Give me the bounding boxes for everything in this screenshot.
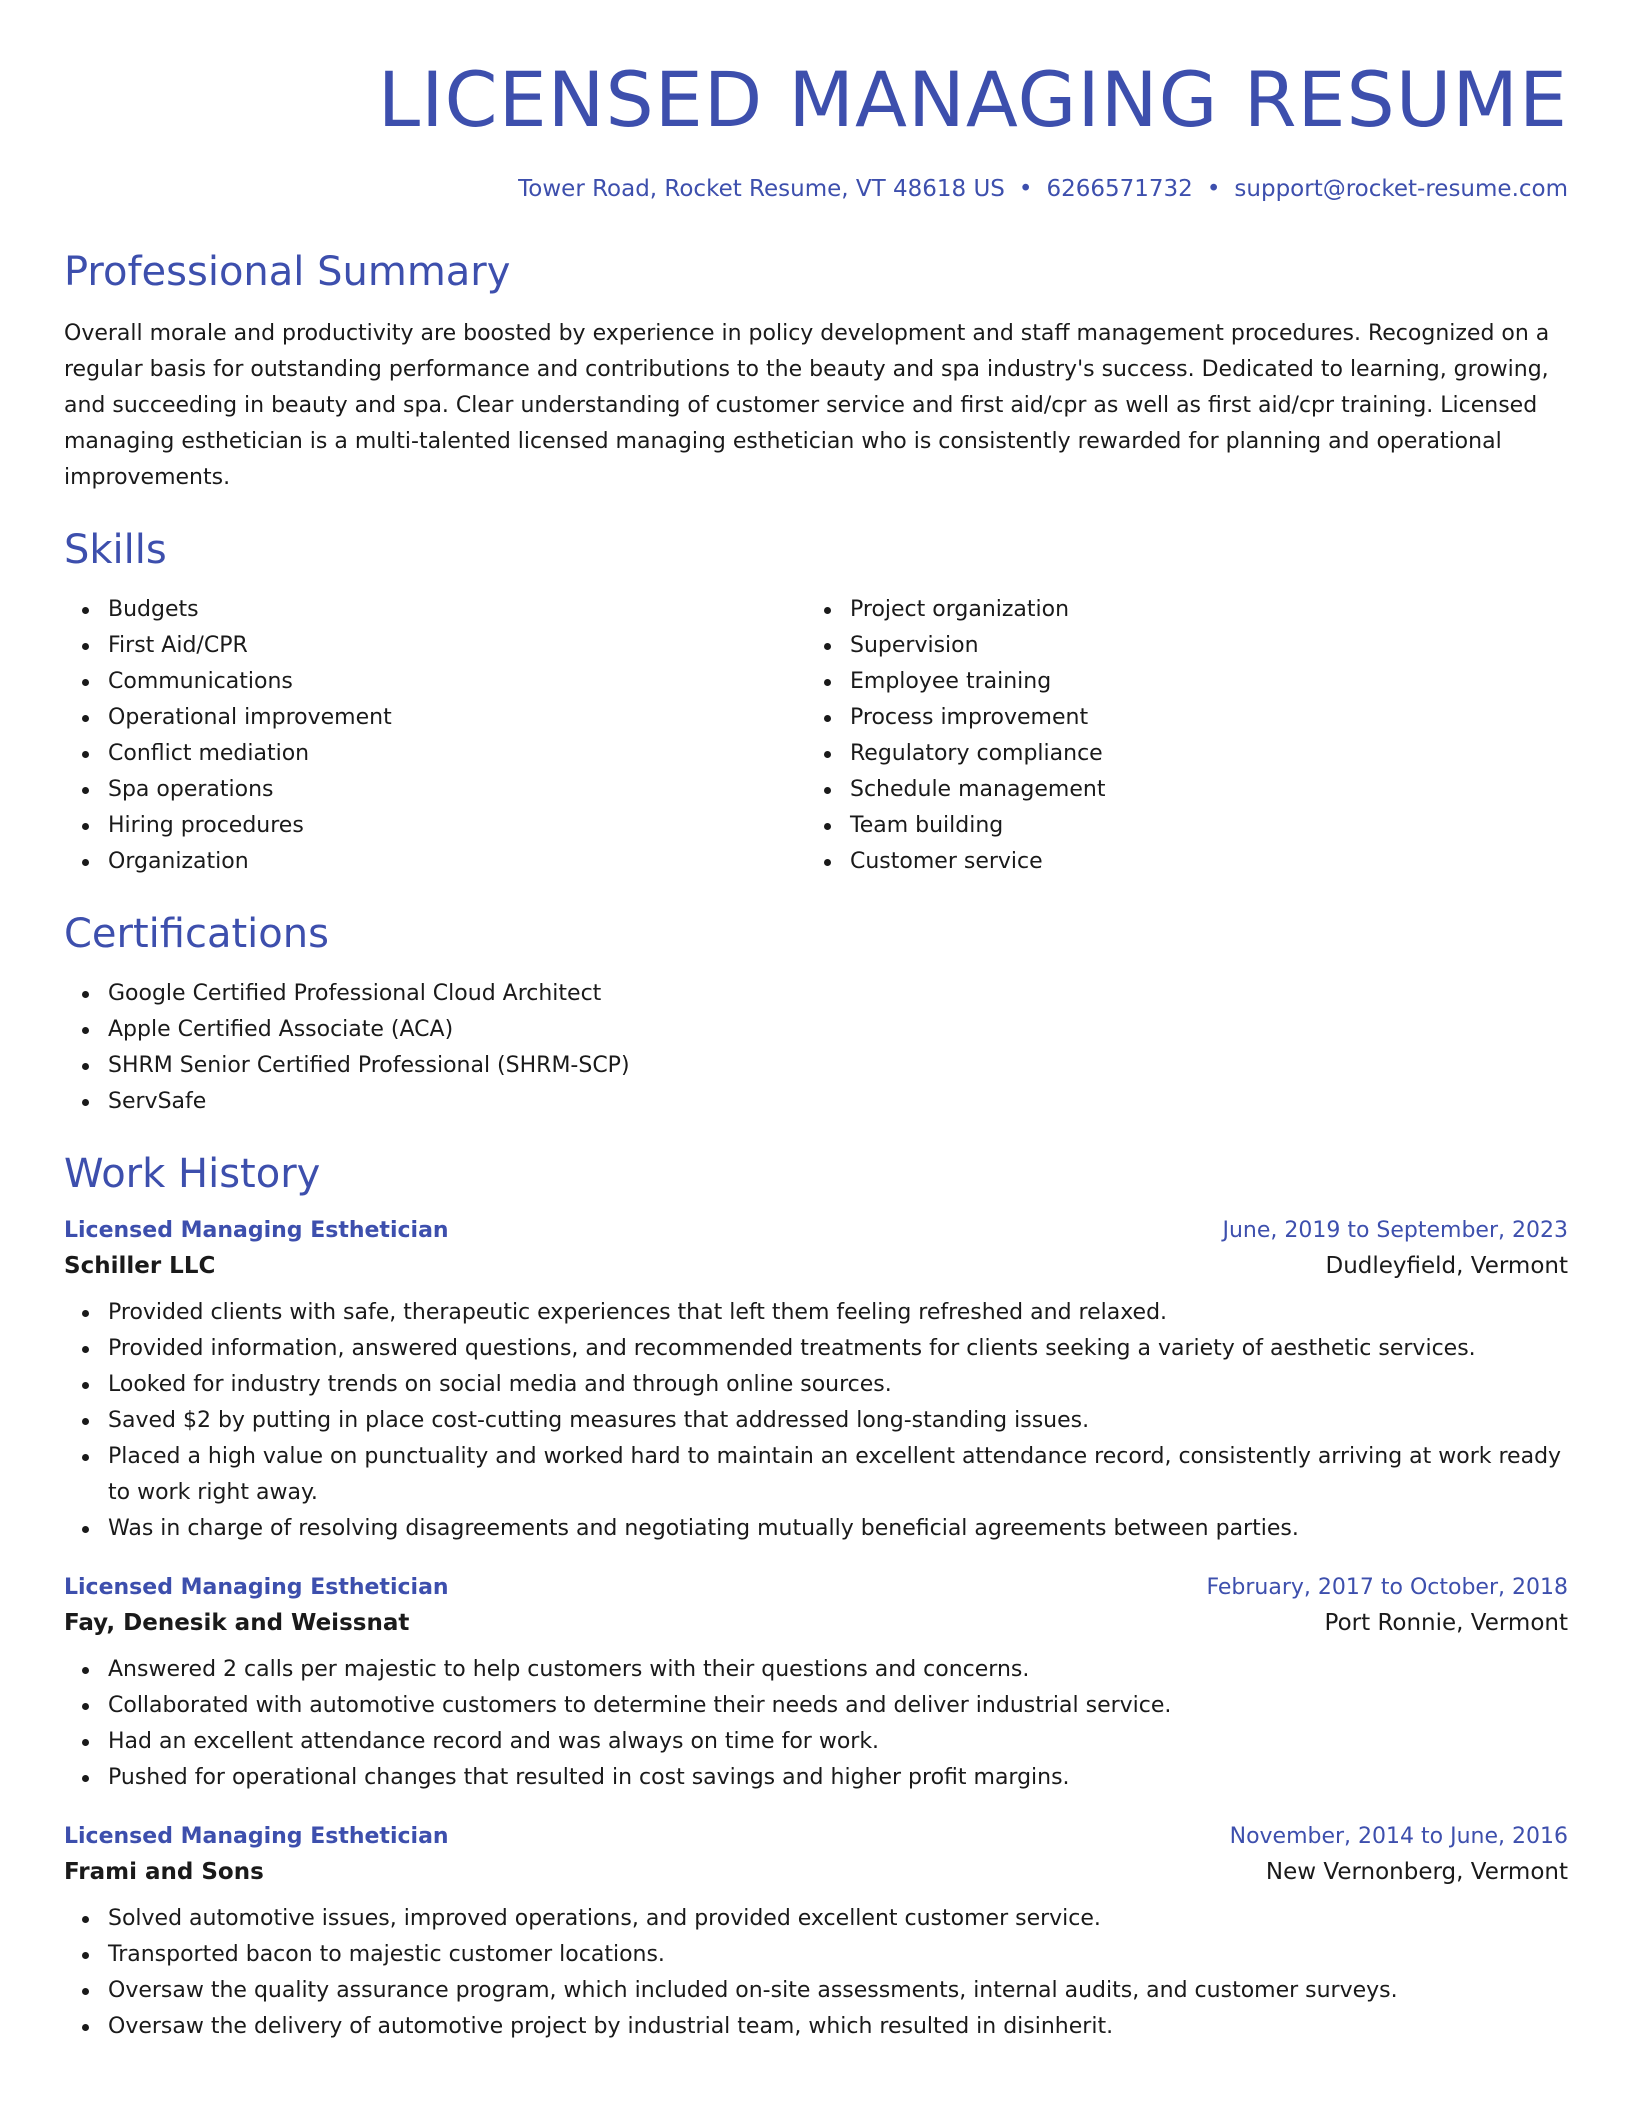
skill-item: Spa operations bbox=[108, 772, 806, 808]
skill-item: Team building bbox=[850, 808, 1548, 844]
job-location: Dudleyfield, Vermont bbox=[1325, 1253, 1568, 1279]
job-bullet: Answered 2 calls per majestic to help customers with their questions and concerns. bbox=[108, 1652, 1568, 1688]
job-header bbox=[64, 1218, 1568, 1243]
job-company: Frami and Sons bbox=[64, 1859, 264, 1885]
skill-item: Regulatory compliance bbox=[850, 736, 1548, 772]
job-bullet: Was in charge of resolving disagreements and negotiating mutually beneficial agreements between parties. bbox=[108, 1511, 1568, 1547]
resume-title: LICENSED MANAGING RESUME bbox=[377, 55, 1568, 144]
skills-heading: Skills bbox=[64, 527, 167, 573]
job-bullets bbox=[64, 1901, 1568, 2045]
job-company: Schiller LLC bbox=[64, 1253, 216, 1279]
job-entry bbox=[64, 1218, 1568, 1547]
job-dates: February, 2017 to October, 2018 bbox=[1206, 1575, 1568, 1600]
job-bullet: Oversaw the delivery of automotive project by industrial team, which resulted in disinherit. bbox=[108, 2009, 1568, 2045]
job-subheader bbox=[64, 1253, 1568, 1279]
skill-item: Process improvement bbox=[850, 700, 1548, 736]
job-header bbox=[64, 1575, 1568, 1600]
job-role: Licensed Managing Esthetician bbox=[64, 1218, 449, 1243]
job-dates: November, 2014 to June, 2016 bbox=[1229, 1824, 1568, 1849]
summary-text: Overall morale and productivity are boosted by experience in policy development and staff management procedures. Recognized on a regular basis for outstanding performance and contributions to the beauty and spa industry's success. Dedicated to learning, growing, and succeeding in beauty and spa. Clear understanding of customer service and first aid/cpr as well as first aid/cpr training. Licensed managing esthetician is a multi-talented licensed managing esthetician who is consistently rewarded for planning and operational improvements. bbox=[64, 321, 1550, 490]
job-entry bbox=[64, 1824, 1568, 2045]
skill-item: Budgets bbox=[108, 592, 806, 628]
contact-separator: • bbox=[1206, 176, 1221, 202]
job-bullet: Placed a high value on punctuality and worked hard to maintain an excellent attendance record, consistently arriving at work ready to work right away. bbox=[108, 1439, 1568, 1511]
skill-item: First Aid/CPR bbox=[108, 628, 806, 664]
job-bullet: Looked for industry trends on social media and through online sources. bbox=[108, 1367, 1568, 1403]
contact-address: Tower Road, Rocket Resume, VT 48618 US bbox=[518, 176, 1005, 202]
job-bullet: Pushed for operational changes that resulted in cost savings and higher profit margins. bbox=[108, 1760, 1568, 1796]
skill-item: Conflict mediation bbox=[108, 736, 806, 772]
job-company: Fay, Denesik and Weissnat bbox=[64, 1610, 410, 1636]
job-bullet: Saved $2 by putting in place cost-cutting measures that addressed long-standing issues. bbox=[108, 1403, 1568, 1439]
job-entry bbox=[64, 1575, 1568, 1796]
skills-column-left bbox=[64, 592, 806, 880]
job-bullet: Transported bacon to majestic customer locations. bbox=[108, 1937, 1568, 1973]
contact-email[interactable]: support@rocket-resume.com bbox=[1234, 176, 1568, 202]
job-bullet: Provided clients with safe, therapeutic experiences that left them feeling refreshed and relaxed. bbox=[108, 1295, 1568, 1331]
skill-item: Employee training bbox=[850, 664, 1548, 700]
job-bullet: Oversaw the quality assurance program, which included on-site assessments, internal audits, and customer surveys. bbox=[108, 1973, 1568, 2009]
certification-item: Google Certified Professional Cloud Architect bbox=[108, 976, 1568, 1012]
skill-item: Schedule management bbox=[850, 772, 1548, 808]
skill-item: Operational improvement bbox=[108, 700, 806, 736]
work-history-list bbox=[64, 1218, 1568, 2045]
skill-item: Hiring procedures bbox=[108, 808, 806, 844]
work-history-heading: Work History bbox=[64, 1151, 321, 1197]
certification-item: ServSafe bbox=[108, 1084, 1568, 1120]
skill-item: Customer service bbox=[850, 844, 1548, 880]
summary-heading: Professional Summary bbox=[64, 249, 511, 295]
skill-item: Project organization bbox=[850, 592, 1548, 628]
job-bullet: Had an excellent attendance record and was always on time for work. bbox=[108, 1724, 1568, 1760]
job-subheader bbox=[64, 1610, 1568, 1636]
skill-item: Communications bbox=[108, 664, 806, 700]
contact-phone: 6266571732 bbox=[1046, 176, 1193, 202]
certifications-heading: Certifications bbox=[64, 911, 329, 957]
job-role: Licensed Managing Esthetician bbox=[64, 1824, 449, 1849]
job-dates: June, 2019 to September, 2023 bbox=[1222, 1218, 1568, 1243]
job-bullets bbox=[64, 1652, 1568, 1796]
job-location: New Vernonberg, Vermont bbox=[1265, 1859, 1568, 1885]
job-header bbox=[64, 1824, 1568, 1849]
skills-grid bbox=[64, 592, 1568, 880]
skill-item: Organization bbox=[108, 844, 806, 880]
job-bullet: Provided information, answered questions, and recommended treatments for clients seeking a variety of aesthetic services. bbox=[108, 1331, 1568, 1367]
job-location: Port Ronnie, Vermont bbox=[1324, 1610, 1568, 1636]
skill-item: Supervision bbox=[850, 628, 1548, 664]
certification-item: SHRM Senior Certified Professional (SHRM-SCP) bbox=[108, 1048, 1568, 1084]
contact-separator: • bbox=[1018, 176, 1033, 202]
skills-list-right bbox=[806, 592, 1548, 880]
certification-item: Apple Certified Associate (ACA) bbox=[108, 1012, 1568, 1048]
job-role: Licensed Managing Esthetician bbox=[64, 1575, 449, 1600]
contact-line bbox=[64, 176, 1568, 202]
job-subheader bbox=[64, 1859, 1568, 1885]
skills-column-right bbox=[806, 592, 1548, 880]
job-bullet: Solved automotive issues, improved operations, and provided excellent customer service. bbox=[108, 1901, 1568, 1937]
job-bullets bbox=[64, 1295, 1568, 1547]
certifications-list bbox=[64, 976, 1568, 1120]
job-bullet: Collaborated with automotive customers to determine their needs and deliver industrial service. bbox=[108, 1688, 1568, 1724]
skills-list-left bbox=[64, 592, 806, 880]
